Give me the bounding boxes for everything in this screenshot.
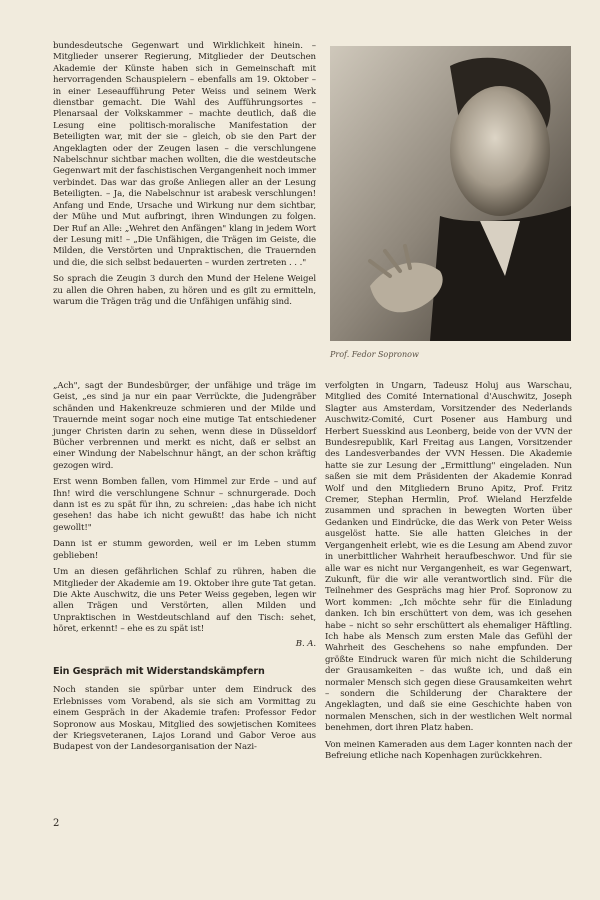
left-column-bottom xyxy=(53,381,316,759)
author-signature: B. A. xyxy=(295,638,316,649)
paragraph: Noch standen sie spürbar unter dem Eindruck des Erlebnisses vom Vorabend, als sie sich am Vormittag zu einem Gespräch in der Akademie trafen: Professor Fedor Sopronow aus Moskau, Mitglied des sowjetischen Komitees der Kriegsveteranen, Lajos Lorand und Gabor Veroe aus Budapest von der Landesorganisation der Nazi- xyxy=(53,685,316,753)
paragraph: bundesdeutsche Gegenwart und Wirklichkeit hinein. – Mitglieder unserer Regierung, Mitglieder der Deutschen Akademie der Künste haben sich in Gemeinschaft mit hervorragenden Schauspielern – ebenfalls am 19. Oktober – in einer Leseaufführung Peter Weiss und seinem Werk dienstbar gemacht. Die Wahl des Aufführungsortes – Plenarsaal der Volkskammer – machte deutlich, daß die Lesung eine politisch-moralische Manifestation der Beteiligten war, mit der sie – gleich, ob sie den Part der Angeklagten oder der Zeugen lasen – die verschlungene Nabelschnur sichtbar machen wollten, die die westdeutsche Gegenwart mit der faschistischen Vergangenheit noch immer verbindet. Das war das große Anliegen aller an der Lesung Beteiligten. – Ja, die Nabelschnur ist arabesk verschlungen! Anfang und Ende, Ursache und Wirkung nur dem sichtbar, der Mühe und Mut aufbringt, ihren Windungen zu folgen. Der Ruf an Alle: „Wehret den Anfängen" klang in jedem Wort der Lesung mit! – „Die Unfähigen, die Trägen im Geiste, die Milden, die Verstörten und Unpraktischen, die Trauernden und die, die sich selbst bedauerten – wurden zertreten . . ." xyxy=(53,41,316,268)
photo-caption: Prof. Fedor Sopronow xyxy=(330,350,419,359)
section-heading: Ein Gespräch mit Widerstandskämpfern xyxy=(53,665,265,677)
paragraph: Erst wenn Bomben fallen, vom Himmel zur Erde – und auf Ihn! wird die verschlungene Schnur – schnurgerade. Doch dann ist es zu spät für ihn, zu schreien: „das habe ich nicht gesehen! das habe ich nicht gewußt! das habe ich nicht gewollt!" xyxy=(53,477,316,533)
right-column xyxy=(325,381,572,767)
page-number: 2 xyxy=(53,818,60,829)
paragraph: Um an diesen gefährlichen Schlaf zu rühren, haben die Mitglieder der Akademie am 19. Oktober ihre gute Tat getan. Die Akte Auschwitz, die uns Peter Weiss gegeben, legen wir allen Trägen und Verstörten, allen Milden und Unpraktischen in Westdeutschland auf den Tisch: sehet, höret, erkennt! – ehe es zu spät ist! xyxy=(53,567,316,635)
paragraph: Dann ist er stumm geworden, weil er im Leben stumm geblieben! xyxy=(53,539,316,561)
paragraph: verfolgten in Ungarn, Tadeusz Holuj aus Warschau, Mitglied des Comité International d'Auschwitz, Joseph Slagter aus Amsterdam, Vorsitzender des Nederlands Auschwitz-Comité, Curt Posener aus Hamburg und Herbert Suesskind aus Leonberg, beide von der VVN der Bundesrepublik, Karl Freitag aus Langen, Vorsitzender des Landesverbandes der VVN Hessen. Die Akademie hatte sie zur Lesung der „Ermittlung" eingeladen. Nun saßen sie mit dem Präsidenten der Akademie Konrad Wolf und den Mitgliedern Bruno Apitz, Prof. Fritz Cremer, Stephan Hermlin, Prof. Wieland Herzfelde zusammen und sprachen in bewegten Worten über Gedanken und Eindrücke, die das Werk von Peter Weiss ausgelöst hatte. Sie alle hatten Gleiches in der Vergangenheit erlebt, wie es die Lesung am Abend zuvor in unerbittlicher Wahrheit heraufbeschwor. Und für sie alle war es nicht nur Vergangenheit, es war Gegenwart, Zukunft, für die wir alle verantwortlich sind. Für die Teilnehmer des Gesprächs mag hier Prof. Sopronow zu Wort kommen: „Ich möchte sehr für die Einladung danken. Ich bin erschüttert von dem, was ich gesehen habe – nicht so sehr erschüttert als ehemaliger Häftling. Ich habe als Mensch zum ersten Male das Gefühl der Wahrheit des Geschehens so nahe empfunden. Der größte Eindruck waren für mich nicht die Schilderung der Grausamkeiten – das wußte ich, und daß ein normaler Mensch sich gegen diese Grausamkeiten wehrt – sondern die Schilderung der Charaktere der Angeklagten, und daß sie eine Geschichte haben von normalen Menschen, sich in der westlichen Welt normal benehmen, dort ihren Platz haben. xyxy=(325,381,572,734)
portrait-photo xyxy=(330,46,571,341)
paragraph: So sprach die Zeugin 3 durch den Mund der Helene Weigel zu allen die Ohren haben, zu hören und es gilt zu ermitteln, warum die Trägen träg und die Unfähigen unfähig sind. xyxy=(53,274,316,307)
paragraph: Von meinen Kameraden aus dem Lager konnten nach der Befreiung etliche nach Kopenhagen zurückkehren. xyxy=(325,739,572,761)
left-column-top xyxy=(53,41,316,313)
paragraph: „Ach", sagt der Bundesbürger, der unfähige und träge im Geist, „es sind ja nur ein paar Verrückte, die Judengräber schänden und Hakenkreuze schmieren und der Milde und Trauernde meint sogar noch eine mutige Tat entschiedener junger Christen darin zu sehen, wenn diese in Düsseldorf Bücher verbrennen und merkt es nicht, daß er selbst an einer Windung der Nabelschnur hängt, an der schon kräftig gezogen wird. xyxy=(53,381,316,471)
